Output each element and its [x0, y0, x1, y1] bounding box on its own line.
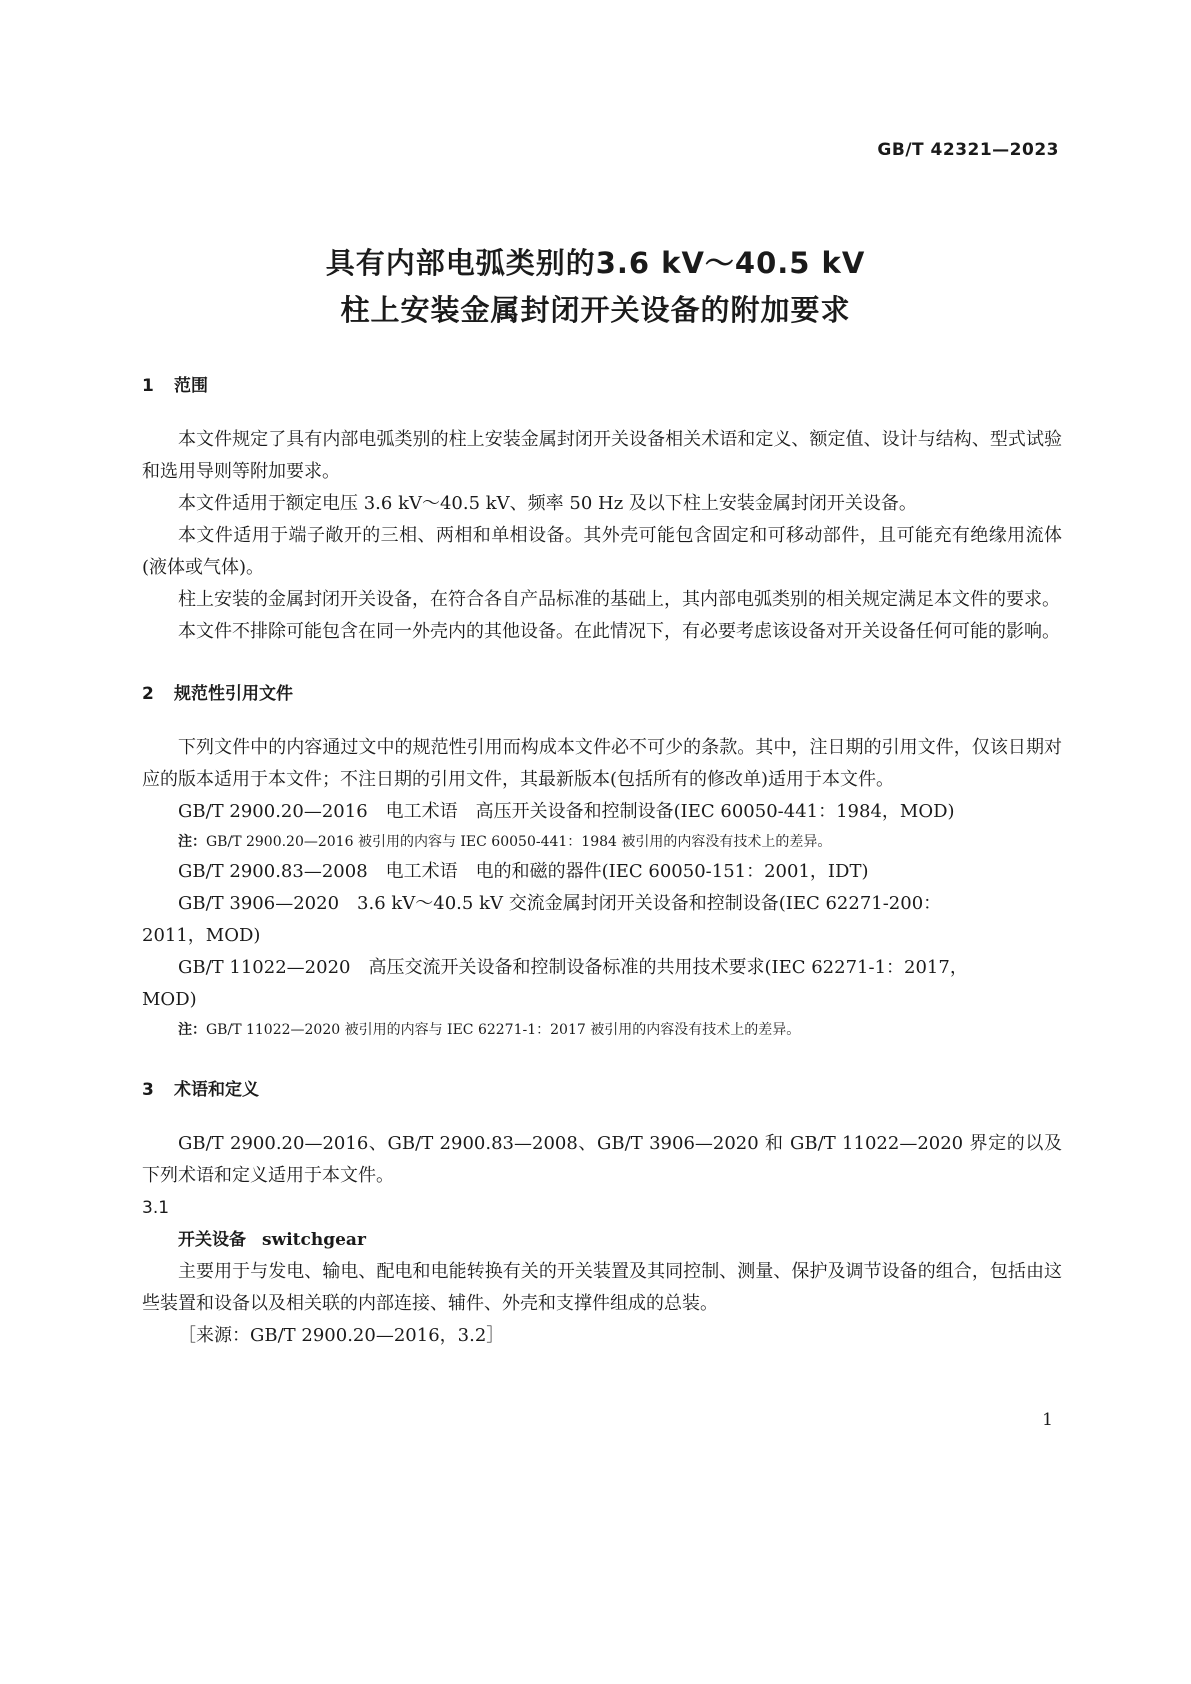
term-chinese: 开关设备 — [178, 1230, 246, 1250]
paragraph: GB/T 2900.20—2016、GB/T 2900.83—2008、GB/T 3906—2020 和 GB/T 11022—2020 界定的以及下列术语和定义适用于本文件。 — [142, 1133, 1062, 1186]
section-title: 规范性引用文件 — [174, 684, 293, 704]
note — [142, 828, 1062, 856]
note-label: 注： — [178, 1022, 206, 1038]
section-title: 术语和定义 — [174, 1080, 259, 1100]
section-1-heading — [142, 370, 1062, 402]
document-body — [142, 370, 1062, 1352]
term-number: 3.1 — [142, 1198, 170, 1218]
paragraph: 本文件不排除可能包含在同一外壳内的其他设备。在此情况下，有必要考虑该设备对开关设备任何可能的影响。 — [178, 621, 1060, 642]
note-text: GB/T 11022—2020 被引用的内容与 IEC 62271-1：2017 被引用的内容没有技术上的差异。 — [206, 1022, 801, 1038]
reference-item — [142, 888, 1062, 952]
standard-code: GB/T 42321—2023 — [877, 140, 1059, 160]
reference-item — [142, 952, 1062, 1016]
title-line-1: 具有内部电弧类别的3.6 kV～40.5 kV — [325, 246, 866, 280]
reference-text: GB/T 11022—2020 高压交流开关设备和控制设备标准的共用技术要求(IEC 62271-1：2017， — [178, 957, 968, 978]
paragraph: 本文件适用于额定电压 3.6 kV～40.5 kV、频率 50 Hz 及以下柱上安装金属封闭开关设备。 — [178, 493, 917, 514]
paragraph: 柱上安装的金属封闭开关设备，在符合各自产品标准的基础上，其内部电弧类别的相关规定满足本文件的要求。 — [178, 589, 1060, 610]
section-2-heading — [142, 678, 1062, 710]
paragraph: 下列文件中的内容通过文中的规范性引用而构成本文件必不可少的条款。其中，注日期的引用文件，仅该日期对应的版本适用于本文件；不注日期的引用文件，其最新版本(包括所有的修改单)适用于本文件。 — [142, 737, 1062, 790]
paragraph: 本文件适用于端子敞开的三相、两相和单相设备。其外壳可能包含固定和可移动部件，且可能充有绝缘用流体(液体或气体)。 — [142, 525, 1062, 578]
title-line-2: 柱上安装金属封闭开关设备的附加要求 — [340, 293, 851, 327]
section-number: 3 — [142, 1080, 154, 1100]
term-name — [142, 1224, 1062, 1256]
paragraph: 本文件规定了具有内部电弧类别的柱上安装金属封闭开关设备相关术语和定义、额定值、设计与结构、型式试验和选用导则等附加要求。 — [142, 429, 1062, 482]
note-label: 注： — [178, 834, 206, 850]
reference-text-continued: 2011，MOD) — [142, 925, 261, 946]
section-3-heading — [142, 1074, 1062, 1106]
section-number: 1 — [142, 376, 154, 396]
reference-item: GB/T 2900.83—2008 电工术语 电的和磁的器件(IEC 60050-151：2001，IDT) — [178, 861, 869, 882]
document-title — [0, 240, 1191, 334]
reference-text-continued: MOD) — [142, 989, 197, 1010]
section-number: 2 — [142, 684, 154, 704]
note-text: GB/T 2900.20—2016 被引用的内容与 IEC 60050-441：1984 被引用的内容没有技术上的差异。 — [206, 834, 832, 850]
term-source: ［来源：GB/T 2900.20—2016，3.2］ — [178, 1325, 505, 1346]
term-definition: 主要用于与发电、输电、配电和电能转换有关的开关装置及其同控制、测量、保护及调节设备的组合，包括由这些装置和设备以及相关联的内部连接、辅件、外壳和支撑件组成的总装。 — [142, 1261, 1062, 1314]
reference-item: GB/T 2900.20—2016 电工术语 高压开关设备和控制设备(IEC 60050-441：1984，MOD) — [178, 801, 955, 822]
note — [142, 1016, 1062, 1044]
term-english: switchgear — [262, 1230, 366, 1250]
reference-text: GB/T 3906—2020 3.6 kV～40.5 kV 交流金属封闭开关设备和控制设备(IEC 62271-200： — [178, 893, 942, 914]
page-number: 1 — [1042, 1410, 1053, 1430]
section-title: 范围 — [174, 376, 208, 396]
